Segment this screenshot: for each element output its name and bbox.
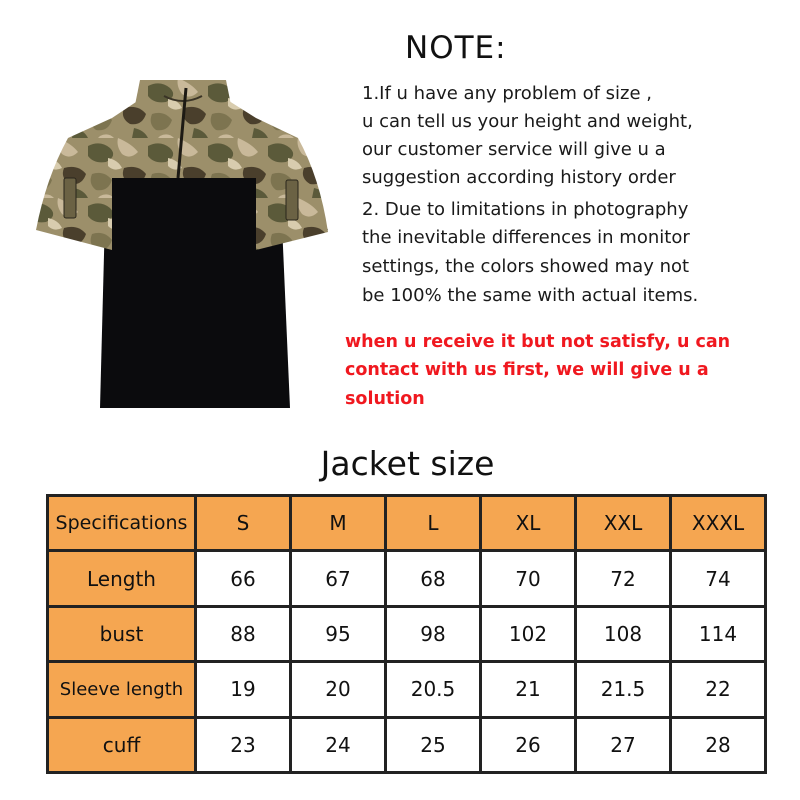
table-row [48,717,766,772]
table-cell: 68 [386,551,481,606]
note-title: NOTE: [405,30,507,66]
table-cell: 102 [481,606,576,661]
row-label: cuff [48,717,196,772]
table-cell: 25 [386,717,481,772]
header-cell: XXXL [671,496,766,551]
table-cell: 24 [291,717,386,772]
row-label: bust [48,606,196,661]
table-cell: 67 [291,551,386,606]
table-row [48,606,766,661]
table-row [48,551,766,606]
note-line: be 100% the same with actual items. [362,285,699,306]
table-cell: 27 [576,717,671,772]
note-line: our customer service will give u a [362,139,666,160]
row-label: Sleeve length [48,662,196,717]
warning-line: solution [345,389,425,409]
note-line: suggestion according history order [362,167,676,188]
header-cell: XL [481,496,576,551]
product-shirt-image [28,78,338,418]
size-table [46,494,767,774]
note-line: 1.If u have any problem of size , [362,83,652,104]
note-line: 2. Due to limitations in photography [362,199,689,220]
table-cell: 114 [671,606,766,661]
header-cell: Specifications [48,496,196,551]
size-table-title: Jacket size [320,444,495,483]
table-cell: 95 [291,606,386,661]
row-label: Length [48,551,196,606]
header-cell: M [291,496,386,551]
table-cell: 28 [671,717,766,772]
table-cell: 70 [481,551,576,606]
table-cell: 108 [576,606,671,661]
table-cell: 21.5 [576,662,671,717]
warning-line: when u receive it but not satisfy, u can [345,332,731,352]
table-cell: 21 [481,662,576,717]
table-row [48,662,766,717]
table-cell: 20.5 [386,662,481,717]
table-cell: 72 [576,551,671,606]
table-cell: 20 [291,662,386,717]
header-cell: L [386,496,481,551]
table-cell: 74 [671,551,766,606]
warning-line: contact with us first, we will give u a [345,360,709,380]
table-cell: 22 [671,662,766,717]
table-cell: 66 [196,551,291,606]
table-cell: 98 [386,606,481,661]
table-cell: 23 [196,717,291,772]
header-cell: XXL [576,496,671,551]
table-cell: 26 [481,717,576,772]
note-line: settings, the colors showed may not [362,256,690,277]
table-cell: 88 [196,606,291,661]
header-cell: S [196,496,291,551]
note-line: u can tell us your height and weight, [362,111,693,132]
table-cell: 19 [196,662,291,717]
note-line: the inevitable differences in monitor [362,227,690,248]
table-header-row [48,496,766,551]
